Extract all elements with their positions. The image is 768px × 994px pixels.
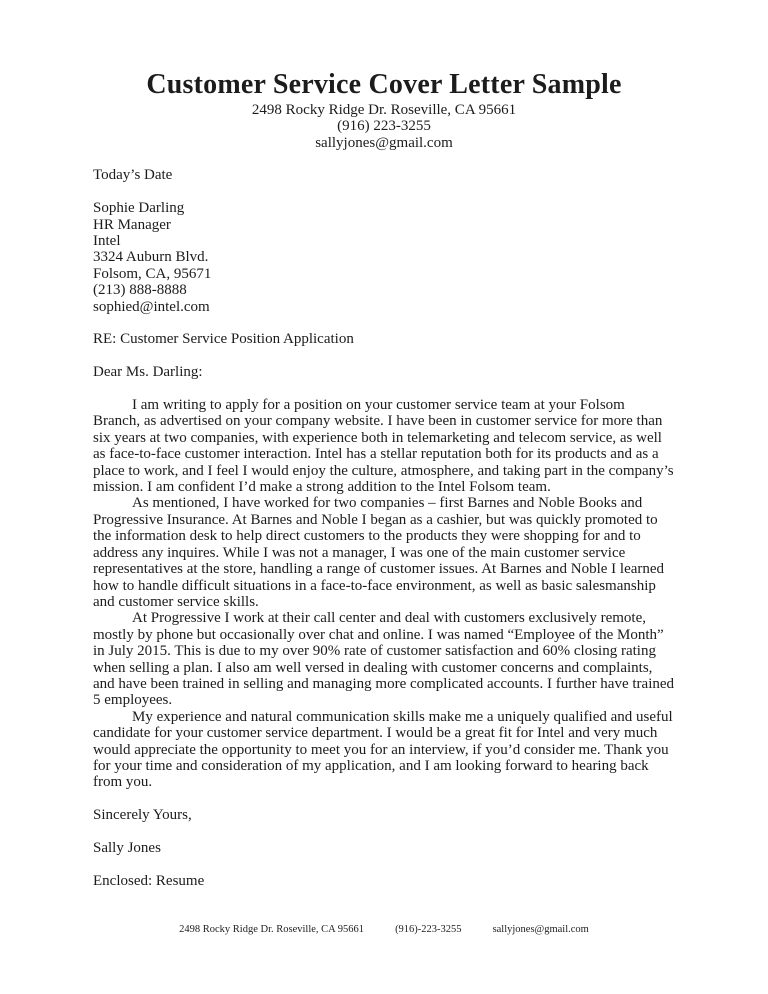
recipient-city-line: Folsom, CA, 95671 bbox=[93, 265, 212, 282]
footer-email: sallyjones@gmail.com bbox=[492, 924, 589, 935]
salutation-line: Dear Ms. Darling: bbox=[93, 364, 203, 381]
sender-address-line: 2498 Rocky Ridge Dr. Roseville, CA 95661 bbox=[251, 101, 517, 118]
spacer bbox=[93, 381, 675, 397]
enclosure-line: Enclosed: Resume bbox=[93, 872, 205, 889]
recipient-street-line: 3324 Auburn Blvd. bbox=[93, 249, 209, 266]
spacer bbox=[93, 856, 675, 872]
letter-content bbox=[93, 69, 675, 889]
date-line: Today’s Date bbox=[93, 167, 173, 184]
recipient-company-line: Intel bbox=[93, 233, 121, 250]
spacer bbox=[93, 824, 675, 840]
sender-phone-line: (916) 223-3255 bbox=[337, 118, 431, 135]
body-paragraph-2: As mentioned, I have worked for two companies – first Barnes and Noble Books and Progressive Insurance. At Barnes and Noble I began as a cashier, but was quickly promoted to the information desk to help direct customers to the products they were shopping for and to address any inquires. While I was not a manager, I was one of the main customer service representatives at the store, handling a range of customer issues. At Barnes and Noble I learned how to handle difficult situations in a face-to-face environment, as well as basic salesmanship and customer service skills. bbox=[93, 495, 665, 610]
body-paragraph-4: My experience and natural communication skills make me a uniquely qualified and useful candidate for your customer service department. I would be a great fit for Intel and very much would appreciate the opportunity to meet you for an interview, if you’d consider me. Thank you for your time and consideration of my application, and I am looking forward to hearing back from you. bbox=[93, 708, 673, 791]
recipient-email-line: sophied@intel.com bbox=[93, 298, 210, 315]
spacer bbox=[93, 315, 675, 331]
body-paragraph-1: I am writing to apply for a position on your customer service team at your Folsom Branch, as advertised on your company website. I have been in customer service for more than six years at two companies, with experience both in telemarketing and telecom service, as well as face-to-face customer interaction. Intel has a stellar reputation both for its products and as a place to work, and I feel I would enjoy the culture, atmosphere, and taking part in the company’s mission. I am confident I’d make a strong addition to the Intel Folsom team. bbox=[93, 397, 674, 496]
footer-phone: (916)-223-3255 bbox=[395, 924, 462, 935]
footer-address: 2498 Rocky Ridge Dr. Roseville, CA 95661 bbox=[179, 924, 365, 935]
spacer bbox=[93, 151, 675, 167]
body-paragraph-3: At Progressive I work at their call center and deal with customers exclusively remote, mostly by phone but occasionally over chat and online. I was named “Employee of the Month” in July 2015. This is due to my over 90% rate of customer satisfaction and 60% closing rating when selling a plan. I also am well versed in dealing with customer concerns and complaints, and have been trained in selling and managing more complicated accounts. I further have trained 5 employees. bbox=[93, 610, 675, 709]
sender-email-line: sallyjones@gmail.com bbox=[315, 134, 453, 151]
spacer bbox=[93, 348, 675, 364]
page-footer bbox=[0, 923, 768, 936]
recipient-title-line: HR Manager bbox=[93, 216, 171, 233]
letter-title: Customer Service Cover Letter Sample bbox=[146, 69, 622, 100]
spacer bbox=[93, 184, 675, 200]
closing-line: Sincerely Yours, bbox=[93, 807, 192, 824]
subject-line: RE: Customer Service Position Application bbox=[93, 331, 354, 348]
recipient-phone-line: (213) 888-8888 bbox=[93, 282, 187, 299]
recipient-name-line: Sophie Darling bbox=[93, 200, 185, 217]
spacer bbox=[93, 791, 675, 807]
signature-line: Sally Jones bbox=[93, 839, 161, 856]
